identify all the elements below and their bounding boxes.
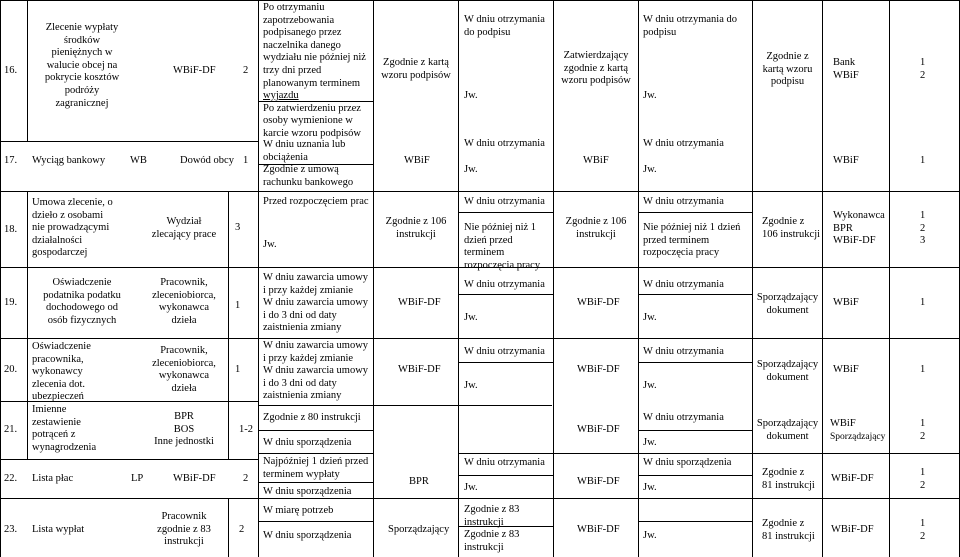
cell-divider (458, 362, 553, 363)
document-name: Oświadczenie podatnika podatku dochodowego od osób fizycznych (43, 277, 121, 326)
approval-time: W dniu otrzymania (643, 412, 724, 423)
copies: 3 (235, 222, 241, 233)
approval: WBiF (583, 155, 609, 166)
maker: WB (130, 155, 147, 166)
verification-jw: Jw. (464, 164, 478, 175)
row-number: 20. (4, 364, 18, 375)
preparation-time: Najpóźniej 1 dzień przed terminem wypłaty (263, 456, 369, 480)
verification-time: W dniu otrzymania (464, 457, 545, 468)
recipient: Zgodnie z kartą wzoru podpisu (762, 51, 813, 88)
preparation-time-2: W dniu sporządzenia (263, 486, 352, 497)
destination: WBiF (833, 297, 859, 308)
table-border-top (0, 0, 960, 1)
verification-deadline: Nie później niż 1 dzień przed terminem rozpoczęcia pracy (464, 222, 541, 271)
approval: Zgodnie z 106 instrukcji (565, 216, 627, 240)
destination: Bank WBiF (833, 57, 859, 81)
department: WBiF-DF (173, 473, 216, 484)
approval-time: W dniu otrzymania (643, 346, 724, 357)
copies: 2 (239, 524, 245, 535)
col-divider (373, 0, 374, 557)
department: Dowód obcy (180, 155, 234, 166)
row-divider (0, 459, 258, 460)
approval-jw: Jw. (643, 437, 657, 448)
approval: WBiF-DF (577, 297, 620, 308)
destination: WBiF (833, 155, 859, 166)
cell-divider (638, 362, 752, 363)
symbol: WBiF-DF (173, 65, 216, 76)
copies: 1 (235, 364, 241, 375)
recipient: Zgodnie z 81 instrukcji (762, 467, 815, 491)
cell-divider (638, 430, 752, 431)
copies: 2 (243, 65, 249, 76)
verification-jw: Jw. (464, 312, 478, 323)
destination: WBiF-DF (831, 524, 874, 535)
cell-divider (638, 475, 752, 476)
preparation-time: Przed rozpoczęciem prac (263, 196, 369, 207)
verification: Zgodnie z kartą wzoru podpisów (381, 57, 451, 81)
col-divider (258, 0, 259, 557)
department: Pracownik zgodnie z 83 instrukcji (157, 511, 211, 548)
cell-divider (258, 430, 373, 431)
verification: WBiF-DF (398, 297, 441, 308)
approval: WBiF-DF (577, 476, 620, 487)
verification-time: W dniu otrzymania (464, 196, 545, 207)
approval-time: W dniu otrzymania do podpisu (643, 14, 737, 38)
row-divider (0, 338, 960, 339)
destination: WBiF Sporządzający (830, 418, 886, 442)
row-number: 23. (4, 524, 18, 535)
approval: Zatwierdzający zgodnie z kartą wzoru podpisów (561, 50, 631, 87)
verification-jw: Jw. (464, 482, 478, 493)
approval-time: W dniu otrzymania (643, 138, 724, 149)
col-divider (638, 0, 639, 557)
destination: Wykonawca BPR WBiF-DF (833, 210, 885, 247)
preparation-time: W dniu zawarcia umowy i przy każdej zmianie W dniu zawarcia umowy i do 3 dni od daty zaistnienia zmiany (263, 272, 369, 334)
document-name: Imienne zestawienie potrąceń z wynagrodzenia (32, 404, 97, 453)
copies: 1 (243, 155, 249, 166)
verification-time: W dniu otrzymania do podpisu (464, 14, 545, 38)
quantity: 1 (920, 155, 926, 166)
verification-time: W dniu otrzymania (464, 346, 545, 357)
row-divider (258, 453, 373, 454)
cell-divider (258, 101, 373, 102)
col-divider (228, 498, 229, 557)
col-divider (889, 0, 890, 557)
preparation-jw: Jw. (263, 239, 277, 250)
row-divider (458, 453, 959, 454)
cell-divider (258, 164, 373, 165)
cell-divider (458, 475, 553, 476)
approval-time: W dniu otrzymania (643, 279, 724, 290)
approval-jw: Jw. (643, 312, 657, 323)
cell-divider (638, 212, 752, 213)
document-name: Lista płac (32, 473, 74, 484)
col-divider (0, 0, 1, 557)
cell-divider (638, 521, 752, 522)
recipient: Sporządzający dokument (756, 359, 819, 383)
verification-jw: Jw. (464, 380, 478, 391)
preparation-rule: Zgodnie z 80 instrukcji (263, 412, 361, 423)
recipient: Sporządzający dokument (756, 418, 819, 442)
cell-divider (458, 212, 553, 213)
verification-time-2: Zgodnie z 83 instrukcji (464, 529, 520, 553)
row-number: 16. (4, 65, 18, 76)
approval: WBiF-DF (577, 524, 620, 535)
department: Wydział zlecający prace (151, 216, 217, 240)
quantity: 1 (920, 297, 926, 308)
document-name: Zlecenie wypłaty środków pieniężnych w walucie obcej na pokrycie kosztów podróży zagranicznej (44, 22, 120, 109)
row-number: 22. (4, 473, 18, 484)
department: Pracownik, zleceniobiorca, wykonawca dzieła (152, 277, 216, 326)
verification: Sporządzający (388, 524, 450, 535)
row-number: 21. (4, 424, 18, 435)
quantity: 1 (920, 364, 926, 375)
department: Pracownik, zleceniobiorca, wykonawca dzieła (152, 345, 216, 394)
quantity: 1 2 (920, 57, 926, 81)
document-name: Wyciąg bankowy (32, 155, 106, 166)
copies: 2 (243, 473, 249, 484)
row-divider (0, 498, 960, 499)
verification-time: Zgodnie z 83 instrukcji (464, 504, 520, 528)
recipient: Zgodnie z 81 instrukcji (762, 518, 815, 542)
verification: WBiF-DF (398, 364, 441, 375)
verification: BPR (409, 476, 429, 487)
row-divider (258, 405, 552, 406)
verification-jw: Jw. (464, 90, 478, 101)
document-name: Oświadczenie pracownika, wykonawcy zlecenia dot. ubezpieczeń (32, 341, 91, 403)
cell-divider (258, 521, 373, 522)
col-divider (822, 0, 823, 557)
row-divider (0, 141, 258, 142)
col-divider (228, 191, 229, 459)
preparation-time: Po otrzymaniu zapotrzebowania podpisanego przez naczelnika danego wydziału nie później niż trzy dni przed planowanym terminem wyjazdu Po zatwierdzeniu przez osoby wymienione w karcie wzoru podpisów (263, 2, 366, 139)
approval-time: W dniu sporządzenia (643, 457, 732, 468)
row-number: 19. (4, 297, 18, 308)
approval-time: W dniu otrzymania (643, 196, 724, 207)
verification: WBiF (404, 155, 430, 166)
document-name: Lista wypłat (32, 524, 85, 535)
document-name: Umowa zlecenie, o dzieło z osobami nie prowadzącymi działalności gospodarczej (32, 197, 113, 259)
approval-jw: Jw. (643, 380, 657, 391)
copies: 1-2 (239, 424, 253, 435)
destination: WBiF-DF (831, 473, 874, 484)
approval: WBiF-DF (577, 424, 620, 435)
approval-jw: Jw. (643, 482, 657, 493)
preparation-time: W dniu uznania lub obciążenia Zgodnie z umową rachunku bankowego (263, 139, 354, 188)
preparation-time: W miarę potrzeb (263, 505, 334, 516)
approval-jw: Jw. (643, 164, 657, 175)
copies: 1 (235, 300, 241, 311)
approval: WBiF-DF (577, 364, 620, 375)
approval-jw: Jw. (643, 90, 657, 101)
col-divider (458, 0, 459, 557)
approval-deadline: Nie później niż 1 dzień przed terminem rozpoczęcia pracy (643, 222, 741, 259)
verification-time: W dniu otrzymania (464, 138, 545, 149)
destination: WBiF (833, 364, 859, 375)
cell-divider (458, 294, 553, 295)
preparation-time: W dniu zawarcia umowy i przy każdej zmianie W dniu zawarcia umowy i do 3 dni od daty zaistnienia zmiany (263, 340, 369, 402)
approval-jw: Jw. (643, 530, 657, 541)
cell-divider (458, 526, 553, 527)
quantity: 1 2 3 (920, 210, 926, 247)
maker: LP (131, 473, 144, 484)
quantity: 1 2 (920, 418, 926, 442)
verification-time: W dniu otrzymania (464, 279, 545, 290)
row-number: 17. (4, 155, 18, 166)
recipient: Zgodnie z 106 instrukcji (762, 216, 821, 240)
recipient: Sporządzający dokument (756, 292, 819, 316)
preparation-time-2: W dniu sporządzenia (263, 530, 352, 541)
row-divider (0, 191, 960, 192)
verification: Zgodnie z 106 instrukcji (385, 216, 447, 240)
quantity: 1 2 (920, 518, 926, 542)
row-number: 18. (4, 224, 18, 235)
cell-divider (638, 294, 752, 295)
preparation-time: W dniu sporządzenia (263, 437, 352, 448)
department: BPR BOS Inne jednostki (154, 411, 214, 448)
quantity: 1 2 (920, 467, 926, 491)
cell-divider (258, 482, 373, 483)
